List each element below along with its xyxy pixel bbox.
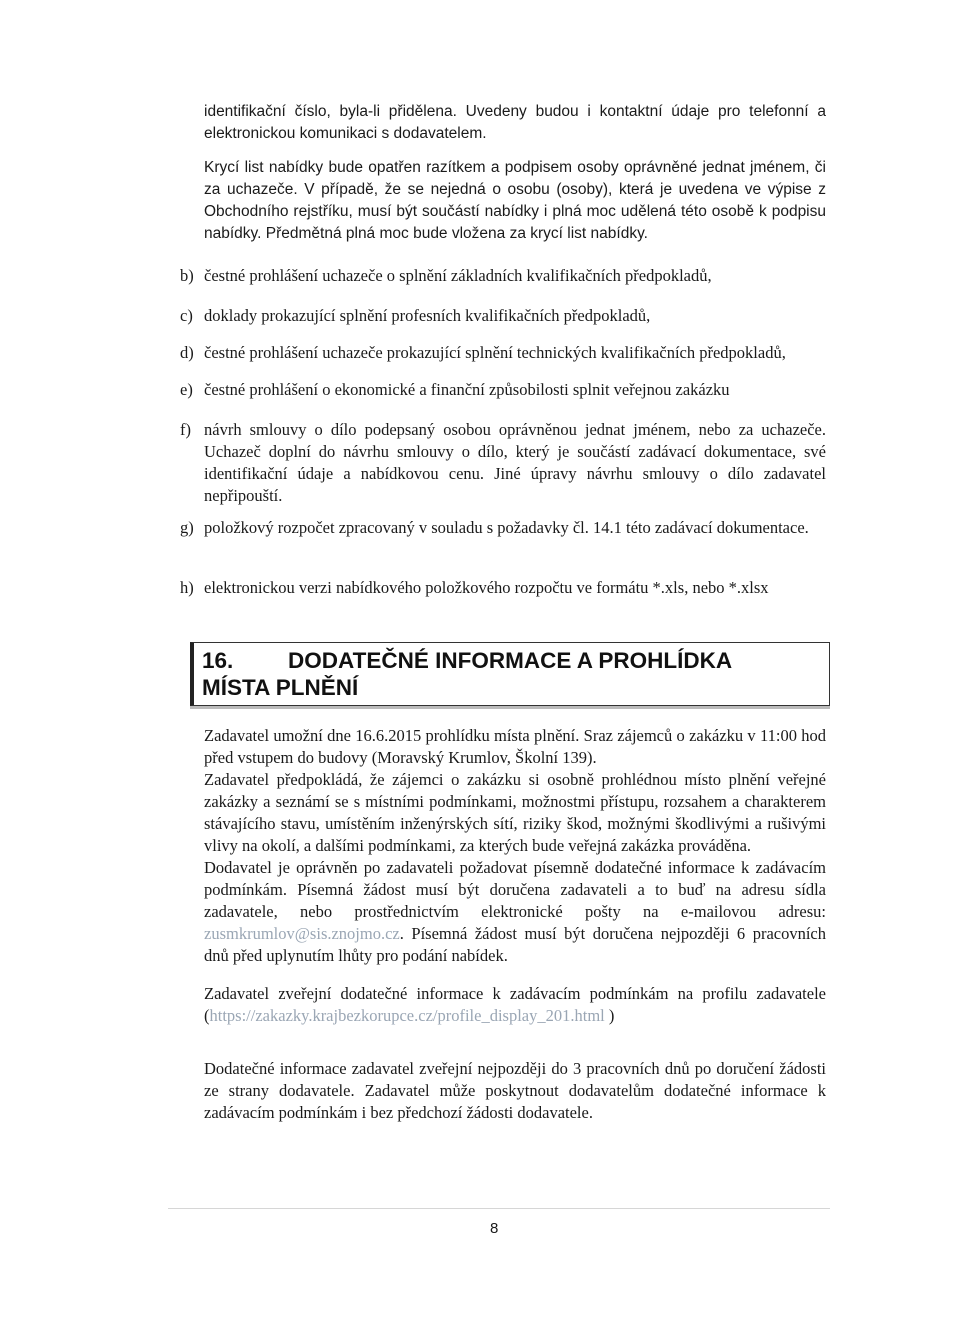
list-item-text: čestné prohlášení uchazeče prokazující splnění technických kvalifikačních předpokladů, [204,343,786,362]
body-paragraph-inspection: Zadavatel předpokládá, že zájemci o zakázku si osobně prohlédnou místo plnění veřejné zakázky a seznámí se s místními podmínkami, možnostmi přístupu, rozsahem a charakterem stávajícího stavu, umístěním inženýrských sítí, riziky škod, možnými škodlivými a rušivými vlivy na okolí, a dalšími podmínkami, za kterých bude veřejná zakázka prováděna. [204,770,826,855]
body-paragraph-requests: Dodavatel je oprávněn po zadavateli požadovat písemně dodatečné informace k zadávacím podmínkám. Písemná žádost musí být doručena zadavateli a to buď na adresu sídla zadavatele, nebo prostřednictvím elektronické pošty na e-mailovou adresu: zusmkrumlov@sis.znojmo.cz. Písemná žádost musí být doručena nejpozději 6 pracovních dnů před uplynutím lhůty pro podání nabídek. [204,858,826,965]
list-item-text: čestné prohlášení o ekonomické a finanční způsobilosti splnit veřejnou zakázku [204,380,730,399]
email-link[interactable]: zusmkrumlov@sis.znojmo.cz [204,924,400,943]
list-item-letter: e) [180,380,193,399]
list-item-letter: c) [180,306,193,325]
list-item [180,379,826,401]
list-item-text: doklady prokazující splnění profesních kvalifikačních předpokladů, [204,306,651,325]
list-item [180,577,826,599]
profile-url-link[interactable]: https://zakazky.krajbezkorupce.cz/profile_display_201.html [209,1006,605,1025]
list-item-text: elektronickou verzi nabídkového položkového rozpočtu ve formátu *.xls, nebo *.xlsx [204,578,769,597]
list-item-text: čestné prohlášení uchazeče o splnění základních kvalifikačních předpokladů, [204,266,712,285]
list-item [180,342,826,364]
list-item-letter: h) [180,578,194,597]
section-heading-shadow [190,706,830,709]
section-heading-line-1 [202,647,829,674]
list-item-letter: b) [180,266,194,285]
body-paragraph-visit: Zadavatel umožní dne 16.6.2015 prohlídku místa plnění. Sraz zájemců o zakázku v 11:00 hod před vstupem do budovy (Moravský Krumlov, Školní 139). [204,726,826,767]
list-item-letter: d) [180,343,194,362]
body-paragraph-profile: Zadavatel zveřejní dodatečné informace k zadávacím podmínkám na profilu zadavatele (https://zakazky.krajbezkorupce.cz/profile_display_201.html ) [204,984,826,1025]
list-item [180,517,826,539]
list-item-letter: f) [180,420,191,439]
page-number: 8 [490,1220,499,1237]
list-item-letter: g) [180,518,194,537]
intro-paragraph-cover-sheet: Krycí list nabídky bude opatřen razítkem a podpisem osoby oprávněné jednat jménem, či za uchazeče. V případě, že se nejedná o osobu (osoby), která je uvedena ve výpise z Obchodního rejstříku, musí být součástí nabídky i plná moc udělená této osobě k podpisu nabídky. Předmětná plná moc bude vložena za krycí list nabídky. [204,159,826,242]
list-item-text: položkový rozpočet zpracovaný v souladu s požadavky čl. 14.1 této zadávací dokumentace. [204,518,809,537]
list-item [180,265,826,287]
section-number: 16. [202,648,234,673]
body-paragraph-publication: Dodatečné informace zadavatel zveřejní nejpozději do 3 pracovních dnů po doručení žádosti ze strany dodavatele. Zadavatel může poskytnout dodavatelům dodatečné informace k zadávacím podmínkám i bez předchozí žádosti dodavatele. [204,1059,826,1122]
list-item-text: návrh smlouvy o dílo podepsaný osobou oprávněnou jednat jménem, nebo za uchazeče. Uchazeč doplní do návrhu smlouvy o dílo, který je součástí zadávací dokumentace, své identifikační údaje a nabídkovou cenu. Jiné úpravy návrhu smlouvy o dílo zadavatel nepřipouští. [204,420,826,505]
footer-divider [168,1208,830,1209]
section-title-line-1: DODATEČNÉ INFORMACE A PROHLÍDKA [288,648,733,673]
intro-paragraph-contact: identifikační číslo, byla-li přidělena. Uvedeny budou i kontaktní údaje pro telefonní a elektronickou komunikaci s dodavatelem. [204,103,826,142]
list-item [180,419,826,507]
list-item [180,305,826,327]
section-title-line-2: MÍSTA PLNĚNÍ [202,675,359,700]
section-heading [190,642,830,706]
section-body [204,725,826,967]
